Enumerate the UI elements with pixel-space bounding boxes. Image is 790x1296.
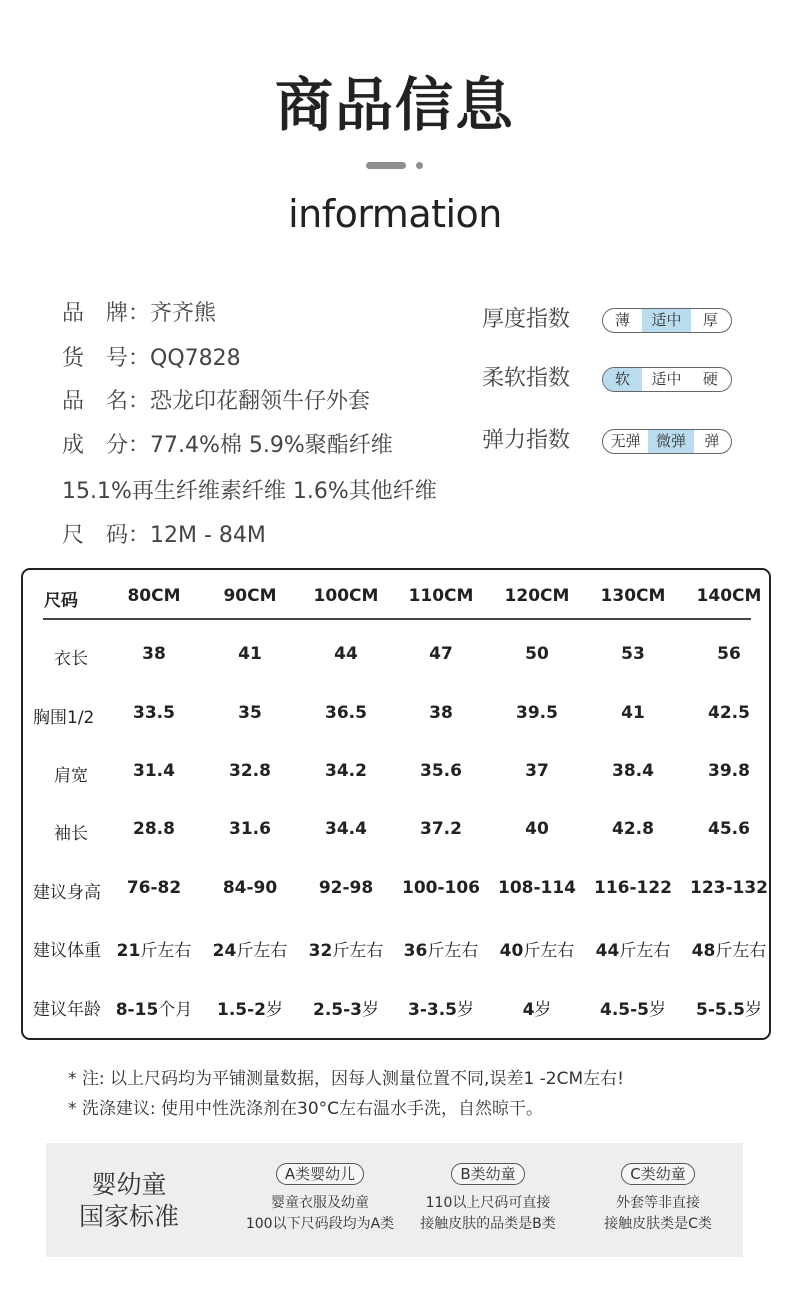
index-option: 厚 <box>702 311 718 329</box>
table-cell: 42.8 <box>612 819 654 839</box>
table-cell: 39.8 <box>708 761 750 781</box>
table-cell: 3-3.5岁 <box>408 1000 474 1020</box>
table-cell: 100-106 <box>401 878 481 898</box>
index-option: 适中 <box>651 370 682 388</box>
table-cell: 32斤左右 <box>308 941 384 961</box>
table-cell: 45.6 <box>708 819 750 839</box>
table-cell: 35 <box>238 703 262 723</box>
table-cell: 44斤左右 <box>595 941 671 961</box>
table-cell: 32.8 <box>229 761 271 781</box>
class-c-tag: C类幼童 <box>621 1163 694 1185</box>
standard-title-line2: 国家标准 <box>78 1202 179 1231</box>
table-cell: 40斤左右 <box>499 941 575 961</box>
table-header-cell: 130CM <box>600 586 666 606</box>
standard-class-c <box>563 1163 753 1235</box>
table-row-label: 袖长 <box>54 824 88 844</box>
table-cell: 34.4 <box>325 819 367 839</box>
table-cell: 4.5-5岁 <box>600 1000 666 1020</box>
table-cell: 41 <box>621 703 645 723</box>
standard-title-line1: 婴幼童 <box>91 1170 167 1199</box>
table-header-cell: 110CM <box>408 586 474 606</box>
table-header-cell: 90CM <box>223 586 277 606</box>
class-c-line1: 外套等非直接 <box>616 1195 700 1211</box>
table-cell: 35.6 <box>420 761 462 781</box>
table-cell: 39.5 <box>516 703 558 723</box>
table-cell: 31.6 <box>229 819 271 839</box>
index-scale <box>602 367 732 392</box>
table-cell: 92-98 <box>318 878 374 898</box>
info-composition: 成 分：77.4%棉 5.9%聚酯纤维 <box>62 433 393 458</box>
standard-panel <box>46 1143 743 1257</box>
class-c-desc <box>563 1193 753 1235</box>
table-row-label: 胸围1/2 <box>33 708 95 728</box>
table-cell: 31.4 <box>133 761 175 781</box>
index-option: 弹 <box>704 432 720 450</box>
index-option: 无弹 <box>610 432 641 450</box>
table-cell: 76-82 <box>126 878 182 898</box>
info-composition-cont: 15.1%再生纤维素纤维 1.6%其他纤维 <box>62 479 437 504</box>
index-scale <box>602 308 732 333</box>
table-cell: 33.5 <box>133 703 175 723</box>
table-header-cell: 尺码 <box>44 591 78 611</box>
table-cell: 108-114 <box>497 878 577 898</box>
title-divider <box>366 161 426 171</box>
table-cell: 36斤左右 <box>403 941 479 961</box>
table-header-divider <box>43 618 751 620</box>
index-label: 厚度指数 <box>482 307 571 332</box>
table-cell: 38.4 <box>612 761 654 781</box>
table-cell: 84-90 <box>222 878 278 898</box>
class-b-desc <box>393 1193 583 1235</box>
standard-class-b <box>393 1163 583 1235</box>
table-header-cell: 120CM <box>504 586 570 606</box>
index-option-selected: 微弹 <box>648 430 693 453</box>
page-subtitle: information <box>288 192 502 236</box>
table-cell: 47 <box>429 644 453 664</box>
class-a-line2: 100以下尺码段均为A类 <box>245 1216 395 1232</box>
table-cell: 8-15个月 <box>115 1000 193 1020</box>
standard-title <box>74 1169 184 1233</box>
table-cell: 28.8 <box>133 819 175 839</box>
table-header-cell: 140CM <box>696 586 762 606</box>
table-cell: 34.2 <box>325 761 367 781</box>
table-cell: 37.2 <box>420 819 462 839</box>
table-row-label: 建议年龄 <box>33 1000 101 1020</box>
divider-dot <box>416 162 423 169</box>
table-header-cell: 100CM <box>313 586 379 606</box>
table-cell: 4岁 <box>522 1000 552 1020</box>
table-row-label: 肩宽 <box>54 766 88 786</box>
class-b-tag: B类幼童 <box>451 1163 524 1185</box>
index-option-selected: 适中 <box>642 309 691 332</box>
table-cell: 50 <box>525 644 549 664</box>
table-row-label: 建议身高 <box>33 883 101 903</box>
table-cell: 42.5 <box>708 703 750 723</box>
table-row-label: 衣长 <box>54 649 88 669</box>
page-title: 商品信息 <box>274 71 515 139</box>
size-note: * 注: 以上尺码均为平铺测量数据，因每人测量位置不同,误差1 -2CM左右! <box>68 1069 624 1089</box>
index-label: 柔软指数 <box>482 366 571 391</box>
standard-class-a <box>225 1163 415 1235</box>
table-cell: 36.5 <box>325 703 367 723</box>
table-cell: 2.5-3岁 <box>313 1000 379 1020</box>
table-cell: 53 <box>621 644 645 664</box>
size-table <box>21 568 771 1040</box>
info-item-no: 货 号：QQ7828 <box>62 346 241 371</box>
class-b-line1: 110以上尺码可直接 <box>425 1195 551 1211</box>
table-cell: 41 <box>238 644 262 664</box>
table-cell: 21斤左右 <box>116 941 192 961</box>
index-scale <box>602 429 732 454</box>
info-size: 尺 码：12M - 84M <box>62 523 266 548</box>
divider-dash <box>366 162 406 169</box>
table-cell: 116-122 <box>593 878 673 898</box>
info-brand: 品 牌：齐齐熊 <box>62 301 217 326</box>
table-cell: 1.5-2岁 <box>217 1000 283 1020</box>
info-name: 品 名：恐龙印花翻领牛仔外套 <box>62 389 371 414</box>
index-option: 薄 <box>615 311 631 329</box>
table-cell: 38 <box>142 644 166 664</box>
index-option: 硬 <box>702 370 718 388</box>
table-cell: 48斤左右 <box>691 941 767 961</box>
table-cell: 40 <box>525 819 549 839</box>
class-a-desc <box>225 1193 415 1235</box>
table-cell: 123-132 <box>689 878 769 898</box>
wash-note: * 洗涤建议: 使用中性洗涤剂在30°C左右温水手洗，自然晾干。 <box>68 1099 544 1119</box>
table-cell: 44 <box>334 644 358 664</box>
class-a-line1: 婴童衣服及幼童 <box>271 1195 369 1211</box>
class-c-line2: 接触皮肤类是C类 <box>604 1216 712 1232</box>
table-cell: 24斤左右 <box>212 941 288 961</box>
table-cell: 38 <box>429 703 453 723</box>
class-a-tag: A类婴幼儿 <box>276 1163 364 1185</box>
table-cell: 56 <box>717 644 741 664</box>
table-cell: 37 <box>525 761 549 781</box>
class-b-line2: 接触皮肤的品类是B类 <box>420 1216 556 1232</box>
table-row-label: 建议体重 <box>33 941 101 961</box>
index-label: 弹力指数 <box>482 428 571 453</box>
table-header-cell: 80CM <box>127 586 181 606</box>
table-cell: 5-5.5岁 <box>696 1000 762 1020</box>
index-option-selected: 软 <box>603 368 642 391</box>
